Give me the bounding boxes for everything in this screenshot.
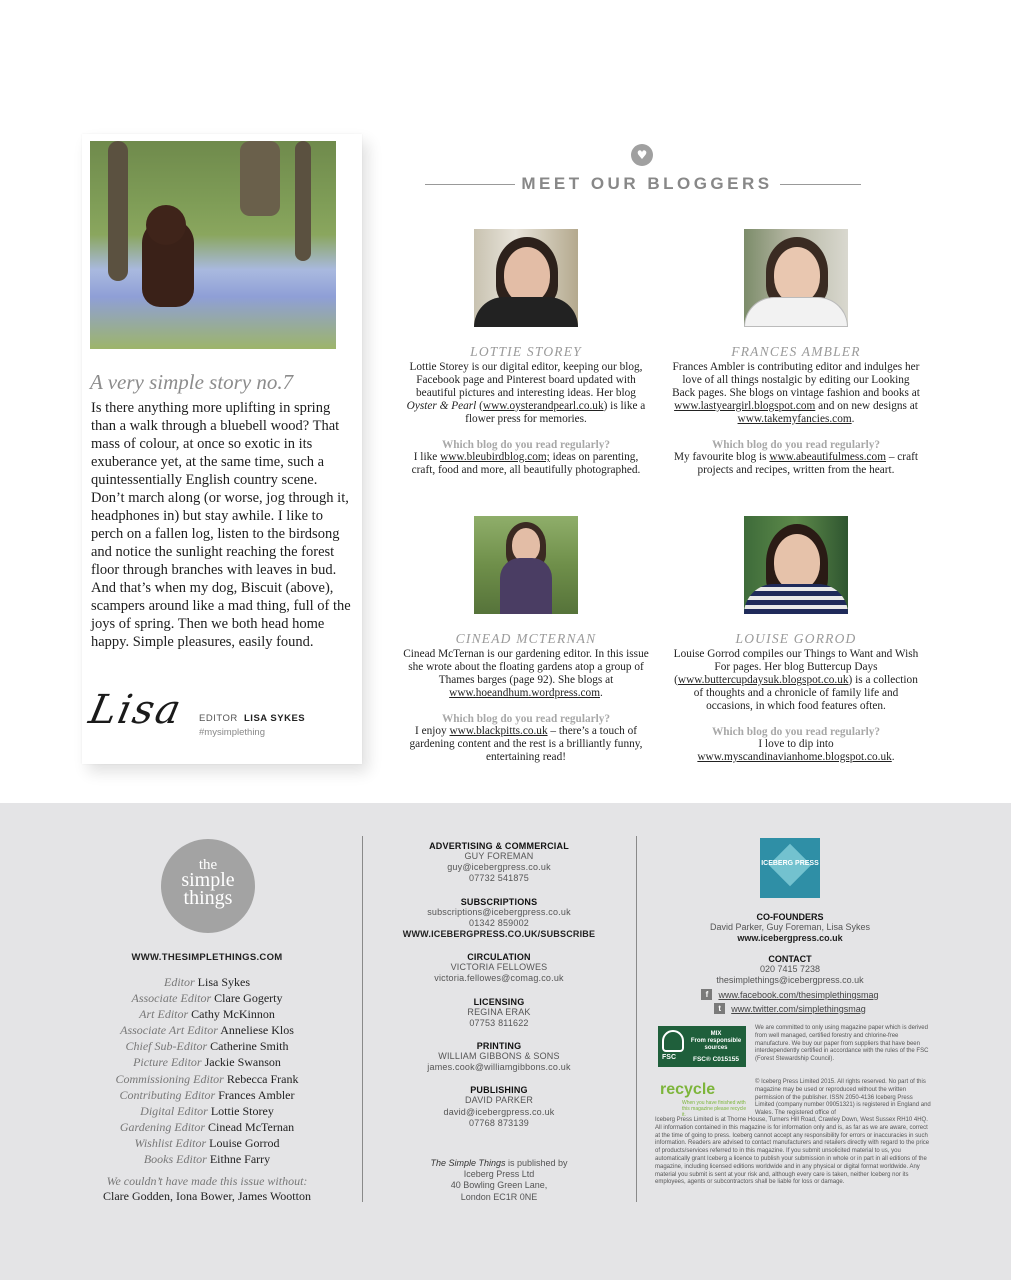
fsc-badge: FSC MIX From responsible sources FSC® C015155 [658,1026,746,1067]
staff-list [82,974,332,1167]
recycle-logo: recycle When you have finished with this magazine please recycle it. [660,1081,747,1118]
editor-name: LISA SYKES [244,713,306,724]
subscribe-link[interactable]: WWW.ICEBERGPRESS.CO.UK/SUBSCRIBE [402,929,596,940]
heart-icon: ♥ [631,144,653,166]
column-divider [362,836,363,1202]
staff-row: Contributing Editor Frances Ambler [119,1087,295,1102]
blogger-name: FRANCES AMBLER [731,344,861,359]
blog-link[interactable]: www.takemyfancies.com [737,413,852,425]
story-title: A very simple story no.7 [90,370,294,394]
contacts-column [380,841,618,1141]
heading-rule-left [425,184,515,185]
blog-link[interactable]: www.buttercupdaysuk.blogspot.co.uk [677,674,849,686]
staff-row: Picture Editor Jackie Swanson [133,1055,281,1070]
blog-question: Which blog do you read regularly? [711,439,881,451]
email-link[interactable]: thesimplethings@icebergpress.co.uk [716,974,864,985]
blogger-name: LOUISE GORROD [735,631,857,646]
blogger-photo [744,229,848,327]
email-link[interactable]: david@icebergpress.co.uk [443,1106,555,1117]
section-heading: MEET OUR BLOGGERS [521,174,773,193]
staff-row: Associate Art Editor Anneliese Klos [120,1023,294,1038]
blog-answer: I enjoy www.blackpitts.co.uk – there’s a touch of gardening content and the rest is a brilliantly funny, entertaining read! [409,725,643,763]
heading-rule-right [780,184,861,185]
staff-row: Wishlist Editor Louise Gorrod [134,1135,280,1150]
twitter-row[interactable]: t www.twitter.com/simplethingsmag [655,1003,925,1014]
cofounders-contact: CO-FOUNDERS David Parker, Guy Foreman, Lisa Sykes www.icebergpress.co.uk CONTACT 020 7415 7238 thesimplethings@icebergpress.co.uk f www.facebook.com/thesimplethingsmag t www.twitter.com/simplethingsmag [655,910,925,1014]
staff-row: Editor Lisa Sykes [163,975,250,989]
staff-row: Gardening Editor Cinead McTernan [119,1119,295,1134]
blogger-name: CINEAD MCTERNAN [455,631,597,646]
staff-row: Commissioning Editor Rebecca Frank [115,1071,299,1086]
legal-text-continued: Iceberg Press Limited is at Thorne House, Turners Hill Road, Crawley Down, West Sussex RH10 4HQ. All information contained in this magazine is for information only and is, as far as we are aware, correct at the time of going to press. Iceberg cannot accept any responsibility for errors or inaccuracies in such information. Readers are advised to contact manufacturers and retailers directly with regard to the price of products/services referred to in this magazine. If you submit unsolicited material to us, you automatically grant Iceberg a licence to publish your submission in whole or in part in all editions of the magazine, including licensed editions worldwide and in any physical or digital format worldwide. Any material you submit is sent at your risk and, although every care is taken, neither Iceberg nor its employees, agents or subcontractors shall be liable for loss or damage. [655,1117,930,1186]
staff-row: Chief Sub-Editor Catherine Smith [125,1039,289,1054]
iceberg-press-logo: ICEBERG PRESS [760,838,820,898]
blog-question: Which blog do you read regularly? [441,713,611,725]
email-link[interactable]: subscriptions@icebergpress.co.uk [427,906,571,917]
blogger-card [401,516,651,764]
blog-answer: I love to dip into www.myscandinavianhome.blogspot.co.uk. [697,738,895,763]
website-link[interactable]: WWW.THESIMPLETHINGS.COM [131,952,283,963]
blog-link[interactable]: www.oysterandpearl.co.uk [482,400,604,412]
email-link[interactable]: victoria.fellowes@comag.co.uk [434,973,564,984]
column-divider [636,836,637,1202]
blog-link[interactable]: www.lastyeargirl.blogspot.com [674,400,816,412]
contact-block-advertising: ADVERTISING & COMMERCIAL GUY FOREMAN guy@icebergpress.co.uk 07732 541875 [380,841,618,885]
fsc-tree-icon [662,1030,684,1052]
email-link[interactable]: guy@icebergpress.co.uk [447,862,551,873]
blog-link[interactable]: www.hoeandhum.wordpress.com [449,687,600,699]
blog-link[interactable]: www.bleubirdblog.com; [440,451,550,463]
publisher-info: The Simple Things is published by Iceberg Press Ltd 40 Bowling Green Lane, London EC1R 0NE [430,1158,568,1202]
blogger-card [401,229,651,477]
contact-block-subscriptions: SUBSCRIPTIONS subscriptions@icebergpress.co.uk 01342 859002 WWW.ICEBERGPRESS.CO.UK/SUBSCRIBE [380,897,618,941]
staff-row: Books Editor Eithne Farry [143,1152,271,1167]
blogger-card [671,516,921,764]
blog-link[interactable]: www.abeautifulmess.com [769,451,886,463]
twitter-icon: t [714,1003,725,1014]
contact-block-circulation: CIRCULATION VICTORIA FELLOWES victoria.fellowes@comag.co.uk [380,952,618,984]
blog-link[interactable]: www.blackpitts.co.uk [449,725,548,737]
blog-answer: I like www.bleubirdblog.com; ideas on parenting, craft, food and more, all beautifully photographed. [411,451,641,476]
blogger-photo [474,516,578,614]
editor-signature: Lisa [85,687,187,733]
staff-row: Art Editor Cathy McKinnon [139,1007,275,1022]
blogger-bio: Louise Gorrod compiles our Things to Want and Wish For pages. Her blog Buttercup Days (www.buttercupdaysuk.blogspot.co.uk) is a collection of thoughts and a chronicle of family life and occasions, in which food features often. [673,648,919,712]
staff-row: Associate Editor Clare Gogerty [131,991,283,1006]
blog-link[interactable]: www.myscandinavianhome.blogspot.co.uk [697,751,892,763]
contact-block-publishing: PUBLISHING DAVID PARKER david@icebergpress.co.uk 07768 873139 [380,1085,618,1129]
blogger-photo [474,229,578,327]
facebook-icon: f [701,989,712,1000]
blogger-name: LOTTIE STOREY [470,344,582,359]
editor-letter-card [82,134,362,764]
email-link[interactable]: james.cook@williamgibbons.co.uk [427,1062,571,1073]
staff-row: Digital Editor Lottie Storey [140,1103,274,1118]
facebook-row[interactable]: f www.facebook.com/thesimplethingsmag [655,989,925,1000]
editor-hashtag: #mysimplething [199,727,265,738]
blog-question: Which blog do you read regularly? [441,439,611,451]
story-body: Is there anything more uplifting in spring than a walk through a bluebell wood? That mass of colour, at once so exotic in its exuberance yet, at the same time, such a quintessentially English country scene. Don’t march along (or worse, jog through it, headphones in) but stay awhile. I like to perch on a fallen log, listen to the birdsong and notice the sunlight reaching the forest floor through branches with leaves in bud. And that’s when my dog, Biscuit (above), scampers around like a mad thing, full of the joys of spring. Then we both head home happy. Simple pleasures, easily found. [91,400,351,650]
blogger-bio: Frances Ambler is contributing editor and indulges her love of all things nostalgic by editing our Looking Back pages. She blogs on vintage fashion and books at www.lastyeargirl.blogspot.com and on new designs at www.takemyfancies.com. [672,361,920,425]
legal-text: © Iceberg Press Limited 2015. All rights reserved. No part of this magazine may be used or reproduced without the written permission of the publisher. ISSN 2050-4136 Iceberg Press Limited (company number 09051321) is registered in England and Wales. The registered office of [755,1079,931,1117]
iceberg-website-link[interactable]: www.icebergpress.co.uk [737,933,843,944]
blogger-bio: Cinead McTernan is our gardening editor. In this issue she wrote about the floating gardens atop a group of Thames barges (page 92). She blogs at www.hoeandhum.wordpress.com. [403,648,649,699]
the-simple-things-logo: the simple things [161,839,255,933]
thanks-names: Clare Godden, Iona Bower, James Wootton [103,1189,311,1203]
fsc-statement: We are committed to only using magazine paper which is derived from well managed, certified forestry and chlorine-free manufacture. We buy our paper from suppliers that have been interdependently certified in accordance with the rules of the FSC (Forest Stewardship Council). [755,1025,929,1063]
blog-answer: My favourite blog is www.abeautifulmess.com – craft projects and recipes, written from the heart. [674,451,918,476]
editor-credit: EDITOR LISA SYKES [199,713,306,724]
blogger-card [671,229,921,477]
blogger-photo [744,516,848,614]
dog-in-bluebells-photo [90,141,336,349]
contact-block-licensing: LICENSING REGINA ERAK 07753 811622 [467,996,531,1028]
thanks-label: We couldn’t have made this issue without: [106,1174,308,1188]
contact-block-printing: PRINTING WILLIAM GIBBONS & SONS james.cook@williamgibbons.co.uk [380,1041,618,1073]
blog-question: Which blog do you read regularly? [711,726,881,738]
blogger-bio: Lottie Storey is our digital editor, keeping our blog, Facebook page and Pinterest board updated with beautiful pictures and interesting ideas. Her blog Oyster & Pearl (www.oysterandpearl.co.uk) is like a flower press for memories. [406,361,646,425]
